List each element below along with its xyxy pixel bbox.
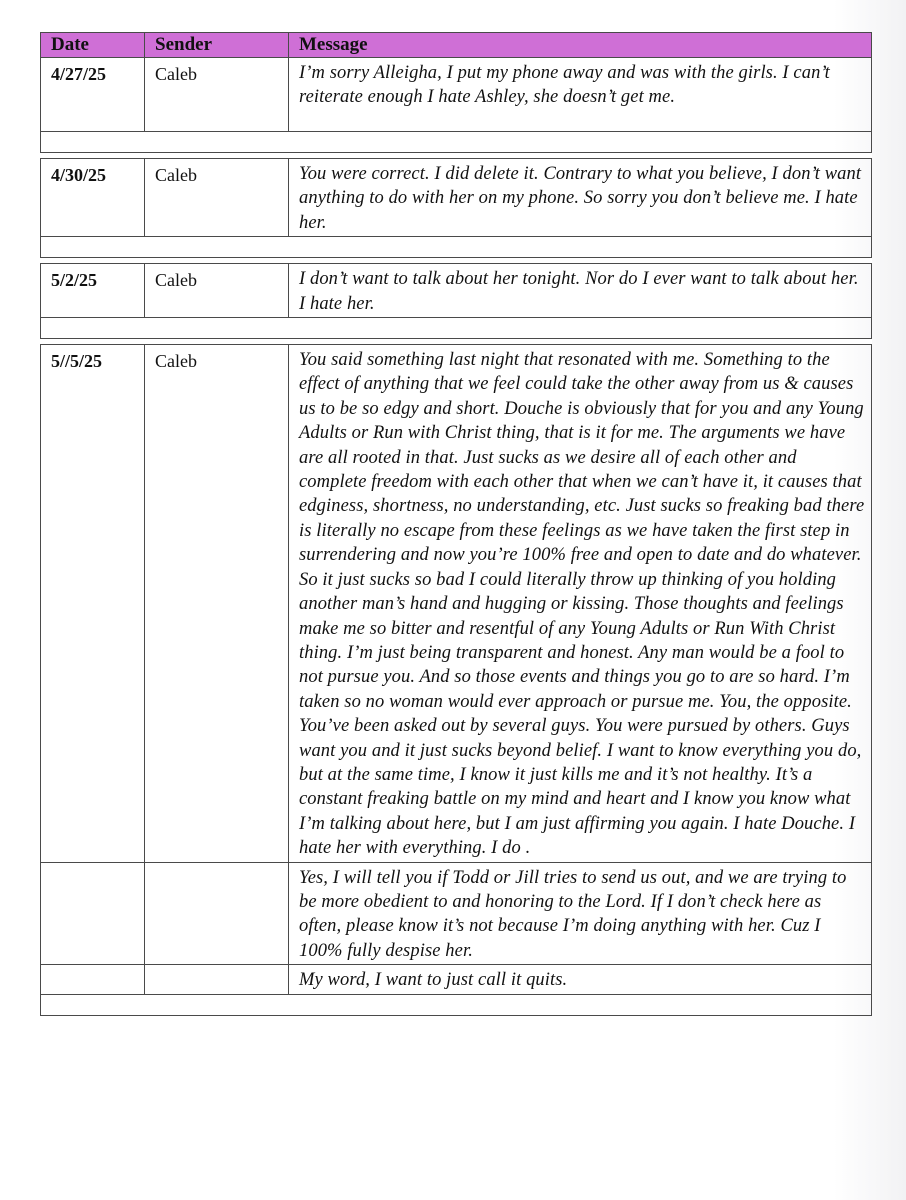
spacer-row [41,994,872,1015]
message-log-table [40,32,872,1016]
header-row [41,33,872,58]
row-sender [145,965,289,994]
row-date: 5/2/25 [41,264,145,318]
row-date: 5//5/25 [41,345,145,863]
message-log-sheet [40,32,871,1016]
row-message: I’m sorry Alleigha, I put my phone away and was with the girls. I can’t reiterate enough I hate Ashley, she doesn’t get me. [289,58,872,132]
row-message: I don’t want to talk about her tonight. Nor do I ever want to talk about her. I hate her. [289,264,872,318]
spacer-cell [41,994,872,1015]
row-message: Yes, I will tell you if Todd or Jill tries to send us out, and we are trying to be more obedient to and honoring to the Lord. If I don’t check here as often, please know it’s not because I’m doing anything with her. Cuz I 100% fully despise her. [289,862,872,965]
row-sender: Caleb [145,345,289,863]
table-row [41,862,872,965]
spacer-cell [41,318,872,339]
row-date [41,965,145,994]
spacer-cell [41,237,872,258]
row-date: 4/27/25 [41,58,145,132]
table-row [41,264,872,318]
spacer-row [41,237,872,258]
row-message: My word, I want to just call it quits. [289,965,872,994]
row-date [41,862,145,965]
row-message: You said something last night that resonated with me. Something to the effect of anything that we feel could take the other away from us & causes us to be so edgy and short. Douche is obviously that for you and any Young Adults or Run with Christ thing, that is it for me. The arguments we have are all rooted in that. Just sucks as we desire all of each other and complete freedom with each other that when we can’t have it, it causes that edginess, shortness, no understanding, etc. Just sucks so freaking bad there is literally no escape from these feelings as we have taken the first step in surrendering and now you’re 100% free and open to date and do whatever. So it just sucks so bad I could literally throw up thinking of you holding another man’s hand and hugging or kissing. Those thoughts and feelings make me so bitter and resentful of any Young Adults or Run With Christ thing. I’m just being transparent and honest. Any man would be a fool to not pursue you. And so those events and things you go to are so hard. I’m taken so no woman would ever approach or pursue me. You, the opposite. You’ve been asked out by several guys. You were pursued by others. Guys want you and it just sucks beyond belief. I want to know everything you do, but at the same time, I know it just kills me and it’s not healthy. It’s a constant freaking battle on my mind and heart and I know you know what I’m talking about here, but I am just affirming you again. I hate Douche. I hate her with everything. I do . [289,345,872,863]
spacer-row [41,318,872,339]
row-sender [145,862,289,965]
spacer-cell [41,132,872,153]
table-row [41,345,872,863]
row-message: You were correct. I did delete it. Contrary to what you believe, I don’t want anything to do with her on my phone. So sorry you don’t believe me. I hate her. [289,159,872,237]
message-column-header: Message [289,33,872,58]
row-sender: Caleb [145,58,289,132]
table-row [41,159,872,237]
table-row [41,58,872,132]
date-column-header: Date [41,33,145,58]
sender-column-header: Sender [145,33,289,58]
row-sender: Caleb [145,264,289,318]
row-date: 4/30/25 [41,159,145,237]
row-sender: Caleb [145,159,289,237]
spacer-row [41,132,872,153]
table-row [41,965,872,994]
